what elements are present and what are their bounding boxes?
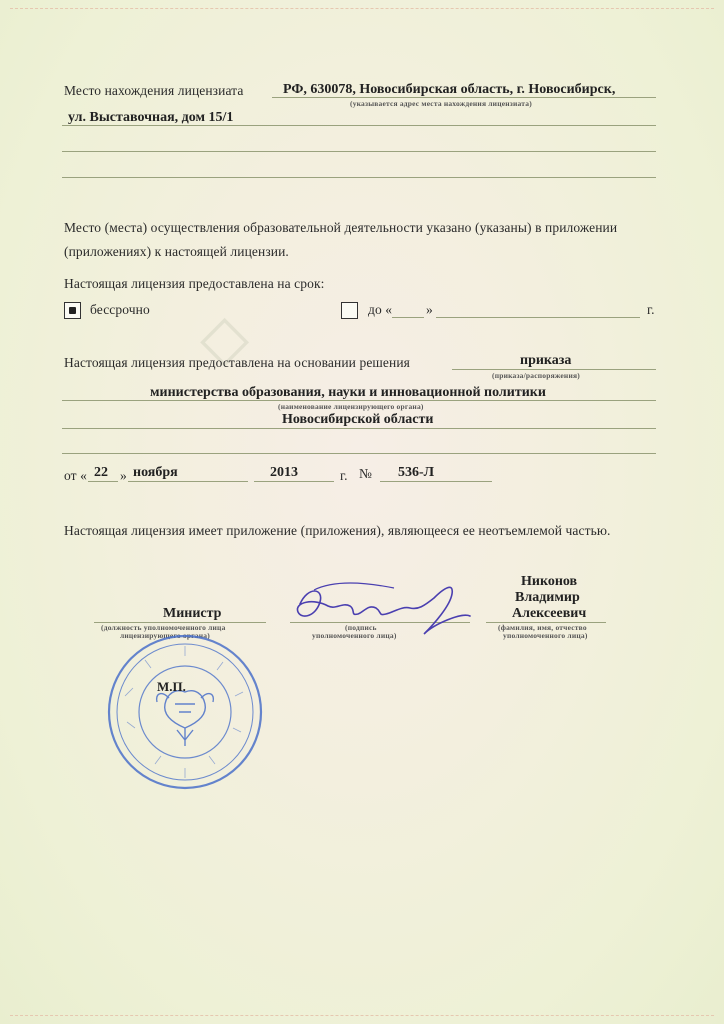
handwritten-signature [284, 576, 474, 640]
basis-authority-caption: (наименование лицензирующего органа) [278, 402, 424, 411]
basis-label: Настоящая лицензия предоставлена на основании решения [64, 355, 410, 370]
term-label: Настоящая лицензия предоставлена на срок: [64, 276, 325, 291]
basis-doc-underline [452, 369, 656, 370]
location-underline-1 [272, 97, 656, 98]
date-year-underline [254, 481, 334, 482]
basis-authority-line2: Новосибирской области [282, 412, 434, 427]
location-caption: (указывается адрес места нахождения лицензиата) [350, 99, 532, 108]
checkbox-checked-mark [69, 307, 76, 314]
checkbox-indefinite[interactable] [64, 302, 81, 319]
basis-authority-underline-1 [62, 400, 656, 401]
activity-place-line2: (приложениях) к настоящей лицензии. [64, 244, 289, 259]
date-day-underline [88, 481, 118, 482]
signer-first-name: Владимир [515, 590, 580, 605]
location-value-line1: РФ, 630078, Новосибирская область, г. Новосибирск, [283, 82, 616, 97]
signer-name-caption-1: (фамилия, имя, отчество [498, 623, 587, 632]
position-caption-2: лицензирующего органа) [120, 631, 210, 640]
eagle-emblem-icon [157, 691, 214, 746]
date-month: ноября [133, 465, 178, 480]
watermark: ◇ [200, 302, 250, 373]
basis-authority-underline-3 [62, 453, 656, 454]
signer-position: Министр [163, 606, 222, 621]
activity-place-line1: Место (места) осуществления образовательной деятельности указано (указаны) в приложении [64, 220, 618, 235]
basis-authority-underline-2 [62, 428, 656, 429]
stamp-label: М.П. [157, 679, 186, 694]
option-indefinite-label: бессрочно [90, 302, 150, 317]
signer-patronymic: Алексеевич [512, 606, 587, 621]
date-quote-close: » [120, 468, 127, 483]
basis-authority-line1: министерства образования, науки и инновационной политики [150, 385, 546, 400]
date-day: 22 [94, 465, 108, 480]
date-prefix: от « [64, 468, 87, 483]
page-border-top [10, 8, 714, 15]
order-number-underline [380, 481, 492, 482]
official-stamp [105, 632, 265, 792]
until-year-suffix: г. [647, 302, 655, 317]
option-until-label: до « [368, 302, 393, 317]
signature-caption-1: (подпись [345, 623, 377, 632]
location-label: Место нахождения лицензиата [64, 83, 244, 98]
signature-caption-2: уполномоченного лица) [312, 631, 397, 640]
signer-surname: Никонов [521, 574, 578, 589]
basis-doc-caption: (приказа/распоряжения) [492, 371, 580, 380]
position-caption-1: (должность уполномоченного лица [101, 623, 226, 632]
date-month-underline [128, 481, 248, 482]
appendix-note: Настоящая лицензия имеет приложение (приложения), являющееся ее неотъемлемой частью. [64, 523, 611, 538]
location-underline-3 [62, 151, 656, 152]
order-number: 536-Л [398, 465, 435, 480]
page-border-bottom [10, 1009, 714, 1016]
number-sign: № [359, 466, 372, 481]
checkbox-until[interactable] [341, 302, 358, 319]
until-date-underline [436, 317, 640, 318]
signer-name-caption-2: уполномоченного лица) [503, 631, 588, 640]
until-quote-close: » [426, 302, 433, 317]
location-underline-4 [62, 177, 656, 178]
until-day-underline [392, 317, 424, 318]
location-value-line2: ул. Выставочная, дом 15/1 [68, 110, 234, 125]
date-year: 2013 [270, 465, 298, 480]
location-underline-2 [62, 125, 656, 126]
basis-doc-type: приказа [520, 353, 572, 368]
date-year-suffix: г. [340, 468, 348, 483]
